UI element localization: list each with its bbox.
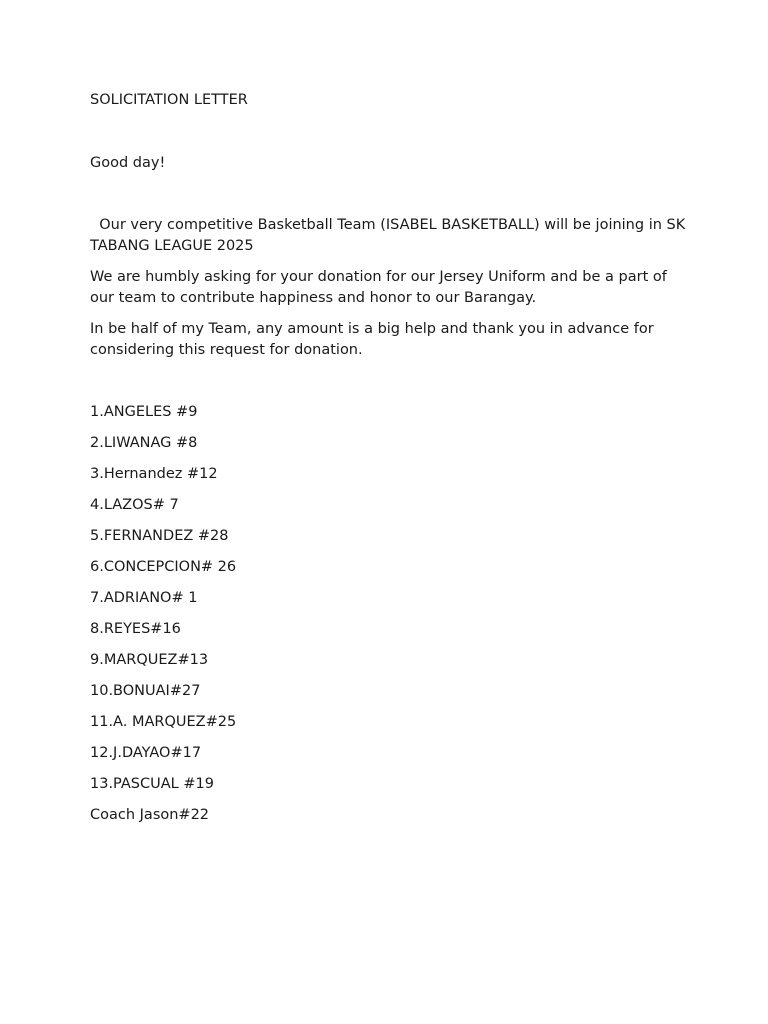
document-page <box>90 90 690 826</box>
letter-title: SOLICITATION LETTER <box>90 92 248 108</box>
roster-item: 4.LAZOS# 7 <box>90 497 179 513</box>
roster-item: 6.CONCEPCION# 26 <box>90 559 237 575</box>
roster-item: 10.BONUAI#27 <box>90 683 201 699</box>
paragraph-intro: Our very competitive Basketball Team (ISABEL BASKETBALL) will be joining in SK TABANG LEAGUE 2025 <box>90 217 686 254</box>
team-roster <box>90 402 690 795</box>
roster-item: 12.J.DAYAO#17 <box>90 745 202 761</box>
roster-item: 8.REYES#16 <box>90 621 181 637</box>
roster-item: 1.ANGELES #9 <box>90 404 198 420</box>
roster-item: 11.A. MARQUEZ#25 <box>90 714 237 730</box>
roster-item: 9.MARQUEZ#13 <box>90 652 209 668</box>
roster-item: 7.ADRIANO# 1 <box>90 590 198 606</box>
roster-item: 2.LIWANAG #8 <box>90 435 198 451</box>
roster-item: 13.PASCUAL #19 <box>90 776 214 792</box>
roster-item: 5.FERNANDEZ #28 <box>90 528 229 544</box>
greeting: Good day! <box>90 155 166 171</box>
paragraph-request: We are humbly asking for your donation for our Jersey Uniform and be a part of our team to contribute happiness and honor to our Barangay. <box>90 269 667 306</box>
paragraph-thanks: In be half of my Team, any amount is a big help and thank you in advance for considering this request for donation. <box>90 321 654 358</box>
roster-item: 3.Hernandez #12 <box>90 466 218 482</box>
coach-line: Coach Jason#22 <box>90 807 210 823</box>
